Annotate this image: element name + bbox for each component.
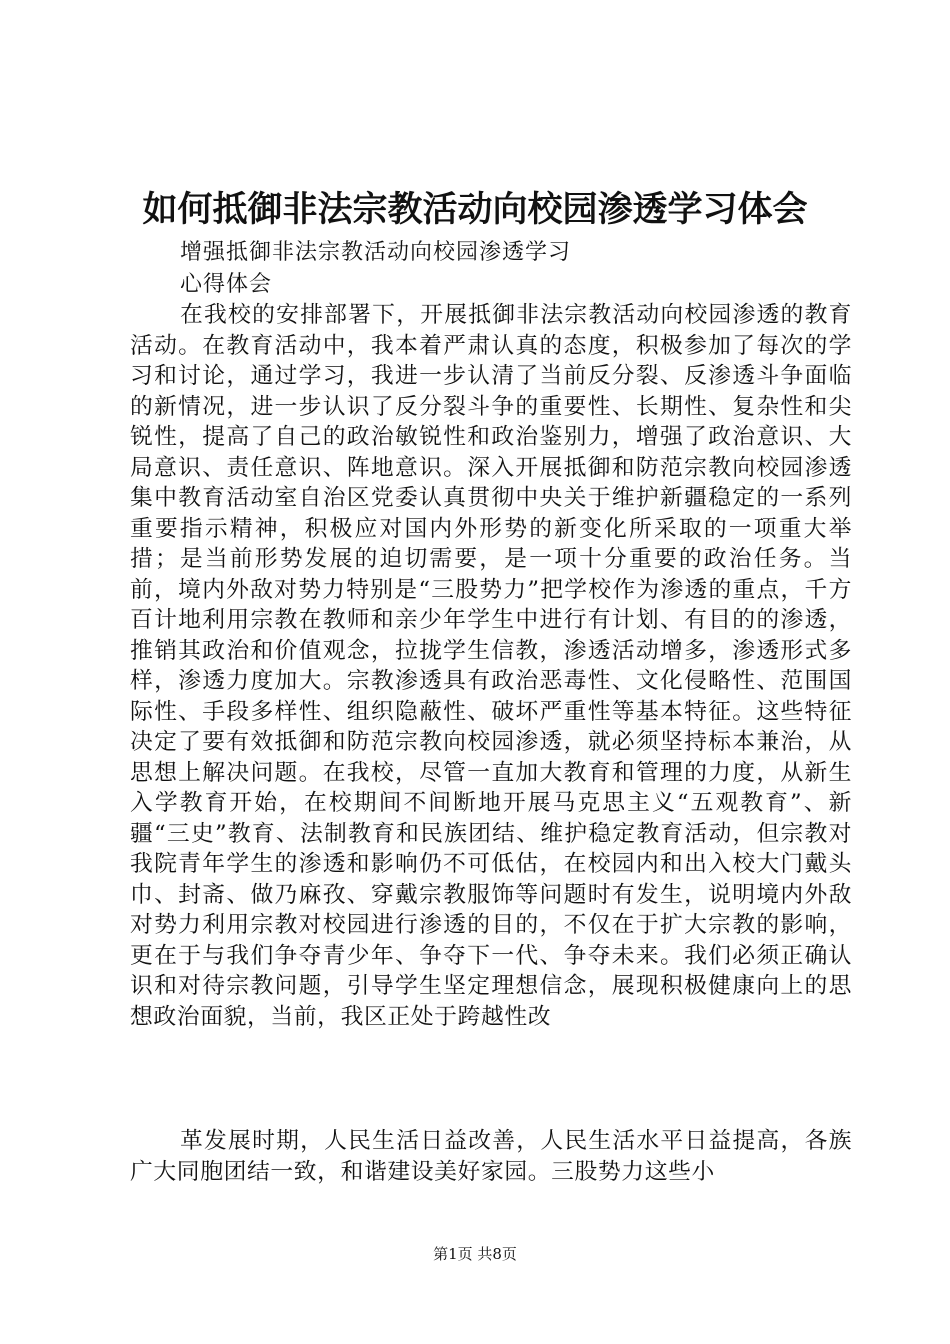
- document-subtitle-line2: 心得体会: [180, 272, 273, 297]
- page-number-footer: 第1页 共8页: [433, 1245, 517, 1263]
- document-title: 如何抵御非法宗教活动向校园渗透学习体会: [142, 189, 808, 230]
- body-paragraph-2: 革发展时期，人民生活日益改善，人民生活水平日益提高，各族广大同胞团结一致，和谐建设美好家园。三股势力这些小: [130, 1128, 852, 1185]
- document-subtitle-line1: 增强抵御非法宗教活动向校园渗透学习: [180, 240, 572, 265]
- body-paragraph-1: 在我校的安排部署下，开展抵御非法宗教活动向校园渗透的教育活动。在教育活动中，我本着严肃认真的态度，积极参加了每次的学习和讨论，通过学习，我进一步认清了当前反分裂、反渗透斗争面临的新情况，进一步认识了反分裂斗争的重要性、长期性、复杂性和尖锐性，提高了自己的政治敏锐性和政治鉴别力，增强了政治意识、大局意识、责任意识、阵地意识。深入开展抵御和防范宗教向校园渗透集中教育活动室自治区党委认真贯彻中央关于维护新疆稳定的一系列重要指示精神，积极应对国内外形势的新变化所采取的一项重大举措；是当前形势发展的迫切需要，是一项十分重要的政治任务。当前，境内外敌对势力特别是“三股势力”把学校作为渗透的重点，千方百计地利用宗教在教师和亲少年学生中进行有计划、有目的的渗透，推销其政治和价值观念，拉拢学生信教，渗透活动增多，渗透形式多样，渗透力度加大。宗教渗透具有政治恶毒性、文化侵略性、范围国际性、手段多样性、组织隐蔽性、破坏严重性等基本特征。这些特征决定了要有效抵御和防范宗教向校园渗透，就必须坚持标本兼治，从思想上解决问题。在我校，尽管一直加大教育和管理的力度，从新生入学教育开始，在校期间不间断地开展马克思主义“五观教育”、新疆“三史”教育、法制教育和民族团结、维护稳定教育活动，但宗教对我院青年学生的渗透和影响仍不可低估，在校园内和出入校大门戴头巾、封斋、做乃麻孜、穿戴宗教服饰等问题时有发生，说明境内外敌对势力利用宗教对校园进行渗透的目的，不仅在于扩大宗教的影响，更在于与我们争夺青少年、争夺下一代、争夺未来。我们必须正确认识和对待宗教问题，引导学生坚定理想信念，展现积极健康向上的思想政治面貌，当前，我区正处于跨越性改: [130, 302, 852, 1030]
